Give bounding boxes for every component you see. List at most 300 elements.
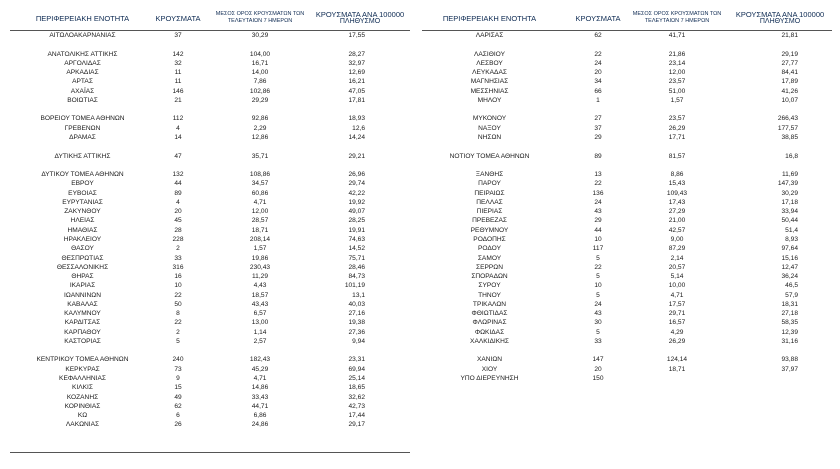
cell-per-100k: 42,73: [348, 402, 365, 410]
table-row: [422, 366, 832, 373]
table-row: [10, 273, 410, 280]
cell-name: ΜΕΣΣΗΝΙΑΣ: [470, 87, 509, 95]
cell-per-100k: 37,97: [781, 365, 798, 373]
table-row: [10, 190, 410, 197]
table-row: [10, 208, 410, 215]
footer-divider: [10, 452, 410, 453]
cell-avg-7day: 230,43: [249, 263, 271, 271]
cell-name: ΑΡΓΟΛΙΔΑΣ: [64, 59, 101, 67]
cell-name: ΘΑΣΟΥ: [71, 245, 94, 253]
cell-avg-7day: 108,86: [249, 171, 271, 178]
cell-avg-7day: 23,57: [668, 115, 686, 123]
cell-cases: 24: [594, 198, 602, 206]
table-row: [422, 153, 832, 160]
cell-cases: 240: [172, 356, 184, 364]
cell-name: ΘΗΡΑΣ: [71, 273, 94, 280]
cell-cases: 147: [592, 356, 604, 364]
cell-cases: 5: [596, 291, 600, 299]
table-row: [10, 180, 410, 187]
cell-per-100k: 17,18: [781, 198, 798, 206]
header-cases-per-100k: [728, 11, 832, 25]
cell-cases: 26: [174, 421, 182, 429]
cell-avg-7day: 4,43: [253, 282, 267, 290]
cell-avg-7day: 42,57: [668, 226, 686, 234]
cell-avg-7day: 23,14: [668, 59, 686, 67]
cell-per-100k: 40,03: [348, 300, 365, 308]
cell-cases: 4: [176, 124, 180, 132]
cell-cases: 45: [174, 217, 182, 225]
cell-avg-7day: 1,57: [670, 96, 684, 104]
cell-avg-7day: 5,14: [670, 273, 684, 280]
cell-per-100k: 19,91: [348, 226, 365, 234]
cell-cases: 117: [592, 245, 604, 253]
table-row: [10, 329, 410, 336]
table-row: [422, 319, 832, 326]
cell-per-100k: 75,71: [348, 254, 365, 262]
cell-per-100k: 17,89: [781, 78, 798, 86]
header-cases: ΚΡΟΥΣΜΑΤΑ: [575, 14, 621, 23]
cell-name: ΧΑΝΙΩΝ: [476, 356, 503, 364]
cell-name: ΝΟΤΙΟΥ ΤΟΜΕΑ ΑΘΗΝΩΝ: [449, 152, 530, 160]
table-row: [10, 32, 410, 39]
table-row: [422, 51, 832, 58]
cell-cases: 89: [174, 189, 182, 197]
cell-per-100k: 28,25: [348, 217, 365, 225]
cell-cases: 34: [594, 78, 602, 86]
cell-per-100k: 29,17: [348, 421, 365, 429]
cell-name: ΚΑΡΔΙΤΣΑΣ: [64, 319, 101, 327]
table-row: [422, 190, 832, 197]
cell-per-100k: 36,24: [781, 273, 798, 280]
table-row: [422, 356, 832, 363]
table-row: [10, 125, 410, 132]
table-row: [10, 227, 410, 234]
cell-cases: 22: [174, 319, 182, 327]
cell-per-100k: 14,24: [348, 134, 365, 141]
cell-avg-7day: 6,57: [253, 310, 267, 318]
table-row: [422, 60, 832, 67]
cell-cases: 15: [174, 384, 182, 392]
cell-name: ΕΒΡΟΥ: [71, 180, 94, 188]
cell-cases: 50: [174, 300, 182, 308]
cell-name: ΞΑΝΘΗΣ: [475, 171, 504, 178]
cell-name: ΗΛΕΙΑΣ: [70, 217, 95, 225]
cell-per-100k: 38,85: [781, 134, 798, 141]
table-row: [10, 171, 410, 178]
cell-avg-7day: 35,71: [251, 152, 269, 160]
cell-per-100k: 10,07: [781, 96, 798, 104]
cell-cases: 1: [596, 96, 600, 104]
cell-per-100k: 17,81: [348, 96, 365, 104]
table-row: [10, 60, 410, 67]
table-row: [10, 199, 410, 206]
table-row: [10, 384, 410, 391]
table-row: [422, 125, 832, 132]
table-row: [422, 282, 832, 289]
table-row: [10, 134, 410, 141]
table-row: [10, 88, 410, 95]
cell-per-100k: 69,94: [348, 365, 365, 373]
table-row: [10, 153, 410, 160]
cell-avg-7day: 17,43: [668, 198, 686, 206]
cell-name: ΚΑΒΑΛΑΣ: [67, 300, 98, 308]
cell-cases: 132: [172, 171, 184, 178]
cell-per-100k: 58,35: [781, 319, 798, 327]
cell-cases: 8: [176, 310, 180, 318]
table-row: [422, 78, 832, 85]
cell-name: ΔΥΤΙΚΗΣ ΑΤΤΙΚΗΣ: [54, 152, 111, 160]
cell-avg-7day: 4,71: [670, 291, 684, 299]
cell-cases: 44: [594, 226, 602, 234]
table-row: [422, 273, 832, 280]
cell-name: ΑΡΤΑΣ: [72, 78, 93, 86]
cell-per-100k: 26,96: [348, 171, 365, 178]
cell-name: ΗΡΑΚΛΕΙΟΥ: [63, 235, 102, 243]
cell-name: ΙΚΑΡΙΑΣ: [69, 282, 96, 290]
cell-cases: 44: [174, 180, 182, 188]
cell-name: ΣΑΜΟΥ: [477, 254, 502, 262]
table-row: [10, 255, 410, 262]
cell-per-100k: 18,93: [348, 115, 365, 123]
cell-cases: 30: [594, 319, 602, 327]
cell-avg-7day: 29,29: [251, 96, 269, 104]
table-row: [422, 375, 832, 382]
cell-per-100k: 101,19: [344, 282, 365, 290]
cell-avg-7day: 29,71: [668, 310, 686, 318]
table-row: [422, 236, 832, 243]
cell-per-100k: 32,62: [348, 393, 365, 401]
cell-per-100k: 16,21: [348, 78, 365, 86]
table-row: [422, 338, 832, 345]
table-row: [422, 97, 832, 104]
table-row: [422, 134, 832, 141]
cell-name: ΚΟΡΙΝΘΙΑΣ: [64, 402, 101, 410]
cell-cases: 5: [596, 328, 600, 336]
cell-per-100k: 28,46: [348, 263, 365, 271]
cell-avg-7day: 87,29: [668, 245, 686, 253]
cell-avg-7day: 182,43: [249, 356, 271, 364]
cell-avg-7day: 17,71: [668, 134, 686, 141]
cell-name: ΠΙΕΡΙΑΣ: [476, 208, 503, 216]
left-table-header: [10, 0, 410, 30]
cell-cases: 24: [594, 59, 602, 67]
cell-avg-7day: 18,71: [668, 365, 686, 373]
cell-per-100k: 17,44: [348, 412, 365, 420]
cell-cases: 5: [596, 254, 600, 262]
cell-cases: 20: [594, 365, 602, 373]
cell-per-100k: 21,81: [781, 32, 798, 39]
table-row: [10, 319, 410, 326]
cell-per-100k: 19,38: [348, 319, 365, 327]
cell-avg-7day: 2,57: [253, 337, 267, 345]
table-row: [10, 394, 410, 401]
cell-avg-7day: 92,86: [251, 115, 269, 123]
cell-per-100k: 51,4: [785, 226, 798, 234]
cell-avg-7day: 23,57: [668, 78, 686, 86]
cell-avg-7day: 33,43: [251, 393, 269, 401]
cell-avg-7day: 34,57: [251, 180, 269, 188]
cell-avg-7day: 60,86: [251, 189, 269, 197]
cell-cases: 228: [172, 235, 184, 243]
cell-avg-7day: 26,29: [668, 124, 686, 132]
cell-avg-7day: 2,29: [253, 124, 267, 132]
header-cases: ΚΡΟΥΣΜΑΤΑ: [155, 14, 201, 23]
cell-name: ΜΥΚΟΝΟΥ: [472, 115, 507, 123]
cell-name: ΥΠΟ ΔΙΕΡΕΥΝΗΣΗ: [460, 375, 519, 382]
cell-name: ΖΑΚΥΝΘΟΥ: [64, 208, 101, 216]
cell-avg-7day: 124,14: [666, 356, 688, 364]
cell-name: ΔΥΤΙΚΟΥ ΤΟΜΕΑ ΑΘΗΝΩΝ: [41, 171, 124, 178]
cell-per-100k: 28,27: [348, 50, 365, 58]
cell-per-100k: 27,77: [781, 59, 798, 67]
cell-name: ΓΡΕΒΕΝΩΝ: [64, 124, 101, 132]
cell-cases: 20: [594, 69, 602, 77]
table-row: [10, 403, 410, 410]
cell-avg-7day: 13,00: [251, 319, 269, 327]
cell-name: ΡΟΔΟΥ: [478, 245, 501, 253]
cell-cases: 5: [176, 337, 180, 345]
cell-cases: 10: [174, 282, 182, 290]
table-row: [422, 69, 832, 76]
cell-per-100k: 11,69: [781, 171, 798, 178]
cell-cases: 142: [172, 50, 184, 58]
table-row: [422, 88, 832, 95]
cell-avg-7day: 21,86: [668, 50, 686, 58]
cell-avg-7day: 109,43: [666, 189, 688, 197]
cell-cases: 13: [594, 171, 602, 178]
cell-per-100k: 8,93: [785, 235, 798, 243]
cell-name: ΛΕΥΚΑΔΑΣ: [472, 69, 507, 77]
cell-per-100k: 74,63: [348, 235, 365, 243]
cell-cases: 66: [594, 87, 602, 95]
cell-cases: 33: [174, 254, 182, 262]
cell-per-100k: 16,8: [785, 152, 798, 160]
cell-cases: 47: [174, 152, 182, 160]
cell-name: ΚΙΛΚΙΣ: [72, 384, 93, 392]
cell-name: ΑΧΑΪΑΣ: [70, 87, 95, 95]
cell-avg-7day: 15,43: [668, 180, 686, 188]
cell-name: ΑΙΤΩΛΟΑΚΑΡΝΑΝΙΑΣ: [49, 32, 116, 39]
table-row: [422, 217, 832, 224]
cell-per-100k: 84,41: [781, 69, 798, 77]
cell-name: ΚΟΖΑΝΗΣ: [66, 393, 99, 401]
cell-avg-7day: 12,86: [251, 134, 269, 141]
table-row: [10, 69, 410, 76]
cell-per-100k: 13,1: [352, 291, 365, 299]
cell-name: ΣΥΡΟΥ: [478, 282, 501, 290]
cell-avg-7day: 16,57: [668, 319, 686, 327]
cell-per-100k: 27,36: [348, 328, 365, 336]
cell-avg-7day: 18,71: [251, 226, 269, 234]
cell-avg-7day: 27,29: [668, 208, 686, 216]
cell-per-100k: 147,39: [777, 180, 798, 188]
cell-name: ΠΕΙΡΑΙΩΣ: [474, 189, 505, 197]
cell-avg-7day: 28,57: [251, 217, 269, 225]
table-row: [10, 78, 410, 85]
cell-name: ΝΗΣΩΝ: [477, 134, 502, 141]
cell-name: ΒΟΙΩΤΙΑΣ: [67, 96, 98, 104]
table-row: [10, 236, 410, 243]
cell-avg-7day: 14,00: [251, 69, 269, 77]
cell-cases: 9: [176, 375, 180, 382]
cell-per-100k: 31,16: [781, 337, 798, 345]
cell-per-100k: 12,69: [348, 69, 365, 77]
cell-cases: 14: [174, 134, 182, 141]
cell-avg-7day: 12,00: [251, 208, 269, 216]
cell-cases: 16: [174, 273, 182, 280]
cell-avg-7day: 81,57: [668, 152, 686, 160]
cell-avg-7day: 1,14: [253, 328, 267, 336]
cell-cases: 43: [594, 208, 602, 216]
cell-name: ΡΟΔΟΠΗΣ: [473, 235, 506, 243]
cell-avg-7day: 51,00: [668, 87, 686, 95]
cell-cases: 22: [174, 291, 182, 299]
table-row: [422, 264, 832, 271]
cell-cases: 112: [172, 115, 184, 123]
header-7day-average: [627, 11, 727, 25]
cell-per-100k: 19,92: [348, 198, 365, 206]
cell-avg-7day: 21,00: [668, 217, 686, 225]
cell-per-100k: 12,39: [781, 328, 798, 336]
table-row: [422, 329, 832, 336]
cell-per-100k: 12,6: [352, 124, 365, 132]
cell-avg-7day: 30,29: [251, 32, 269, 39]
cell-name: ΕΥΒΟΙΑΣ: [68, 189, 97, 197]
table-row: [10, 356, 410, 363]
right-table-header: [422, 0, 832, 30]
header-7day-average-line2: ΤΕΛΕΥΤΑΙΩΝ 7 ΗΜΕΡΩΝ: [644, 18, 710, 24]
header-cases-per-100k-line1: ΚΡΟΥΣΜΑΤΑ ΑΝΑ 100000: [315, 10, 405, 19]
cell-name: ΦΘΙΩΤΙΔΑΣ: [471, 310, 508, 318]
cell-name: ΚΑΛΥΜΝΟΥ: [64, 310, 101, 318]
cell-avg-7day: 102,86: [249, 87, 271, 95]
cell-per-100k: 23,31: [348, 356, 365, 364]
header-7day-average-line1: ΜΕΣΟΣ ΟΡΟΣ ΚΡΟΥΣΜΑΤΩΝ ΤΩΝ: [632, 11, 722, 17]
cell-avg-7day: 43,43: [251, 300, 269, 308]
cell-per-100k: 12,47: [781, 263, 798, 271]
cell-per-100k: 50,44: [781, 217, 798, 225]
cell-cases: 21: [174, 96, 182, 104]
cell-per-100k: 9,94: [352, 337, 365, 345]
table-row: [10, 412, 410, 419]
cell-per-100k: 25,14: [348, 375, 365, 382]
cell-name: ΛΑΡΙΣΑΣ: [475, 32, 504, 39]
cell-per-100k: 84,73: [348, 273, 365, 280]
cell-avg-7day: 20,57: [668, 263, 686, 271]
cell-cases: 10: [594, 235, 602, 243]
cell-per-100k: 27,16: [348, 310, 365, 318]
table-row: [10, 366, 410, 373]
cell-avg-7day: 44,71: [251, 402, 269, 410]
cell-cases: 29: [594, 134, 602, 141]
cell-avg-7day: 17,57: [668, 300, 686, 308]
table-row: [10, 245, 410, 252]
cell-avg-7day: 104,00: [249, 50, 271, 58]
table-row: [422, 301, 832, 308]
cell-cases: 37: [594, 124, 602, 132]
cell-name: ΧΙΟΥ: [481, 365, 498, 373]
cell-avg-7day: 4,29: [670, 328, 684, 336]
header-divider: [10, 30, 410, 31]
cell-cases: 150: [592, 375, 604, 382]
cell-name: ΒΟΡΕΙΟΥ ΤΟΜΕΑ ΑΘΗΝΩΝ: [40, 115, 125, 123]
table-row: [10, 282, 410, 289]
cell-cases: 89: [594, 152, 602, 160]
cell-cases: 62: [174, 402, 182, 410]
cell-avg-7day: 2,14: [670, 254, 684, 262]
cell-per-100k: 42,22: [348, 189, 365, 197]
cell-name: ΘΕΣΠΡΩΤΙΑΣ: [61, 254, 104, 262]
cell-name: ΙΩΑΝΝΙΝΩΝ: [64, 291, 101, 299]
cell-per-100k: 30,29: [781, 189, 798, 197]
cell-cases: 33: [594, 337, 602, 345]
cell-cases: 24: [594, 300, 602, 308]
cell-cases: 27: [594, 115, 602, 123]
cell-avg-7day: 208,14: [249, 235, 271, 243]
cell-avg-7day: 18,57: [251, 291, 269, 299]
cell-name: ΛΕΣΒΟΥ: [476, 59, 503, 67]
cell-name: ΚΩ: [77, 412, 88, 420]
cell-avg-7day: 6,86: [253, 412, 267, 420]
cell-name: ΚΑΣΤΟΡΙΑΣ: [64, 337, 101, 345]
cell-cases: 29: [594, 217, 602, 225]
cell-avg-7day: 12,00: [668, 69, 686, 77]
table-row: [10, 264, 410, 271]
cell-per-100k: 33,94: [781, 208, 798, 216]
header-cases-per-100k-line2: ΠΛΗΘΥΣΜΟ: [339, 18, 381, 25]
cell-name: ΠΑΡΟΥ: [478, 180, 501, 188]
header-7day-average-line1: ΜΕΣΟΣ ΟΡΟΣ ΚΡΟΥΣΜΑΤΩΝ ΤΩΝ: [215, 11, 305, 17]
cell-name: ΣΕΡΡΩΝ: [476, 263, 503, 271]
cell-cases: 49: [174, 393, 182, 401]
cell-name: ΣΠΟΡΑΔΩΝ: [471, 273, 508, 280]
table-row: [422, 245, 832, 252]
table-row: [422, 32, 832, 39]
cell-cases: 20: [174, 208, 182, 216]
header-cases-per-100k-line1: ΚΡΟΥΣΜΑΤΑ ΑΝΑ 100000: [735, 10, 825, 19]
cell-name: ΔΡΑΜΑΣ: [69, 134, 96, 141]
cell-avg-7day: 4,71: [253, 198, 267, 206]
cell-per-100k: 97,64: [781, 245, 798, 253]
table-row: [422, 227, 832, 234]
header-divider: [422, 30, 832, 31]
table-row: [10, 375, 410, 382]
cell-cases: 10: [594, 282, 602, 290]
cell-per-100k: 27,18: [781, 310, 798, 318]
cell-name: ΝΑΞΟΥ: [478, 124, 501, 132]
cell-name: ΜΑΓΝΗΣΙΑΣ: [470, 78, 509, 86]
table-row: [422, 180, 832, 187]
cell-per-100k: 32,97: [348, 59, 365, 67]
cell-cases: 2: [176, 328, 180, 336]
cell-name: ΘΕΣΣΑΛΟΝΙΚΗΣ: [56, 263, 109, 271]
cell-cases: 11: [174, 69, 182, 77]
cell-cases: 37: [174, 32, 182, 39]
cell-cases: 32: [174, 59, 182, 67]
cell-cases: 22: [594, 50, 602, 58]
table-row: [10, 292, 410, 299]
cell-name: ΧΑΛΚΙΔΙΚΗΣ: [470, 337, 509, 345]
table-row: [10, 115, 410, 122]
table-row: [422, 171, 832, 178]
cell-name: ΦΩΚΙΔΑΣ: [474, 328, 505, 336]
cell-avg-7day: 45,29: [251, 365, 269, 373]
cell-name: ΑΝΑΤΟΛΙΚΗΣ ΑΤΤΙΚΗΣ: [47, 50, 118, 58]
cell-per-100k: 18,31: [781, 300, 798, 308]
table-row: [10, 301, 410, 308]
cell-name: ΚΕΝΤΡΙΚΟΥ ΤΟΜΕΑ ΑΘΗΝΩΝ: [36, 356, 129, 364]
cell-name: ΚΕΦΑΛΛΗΝΙΑΣ: [59, 375, 106, 382]
